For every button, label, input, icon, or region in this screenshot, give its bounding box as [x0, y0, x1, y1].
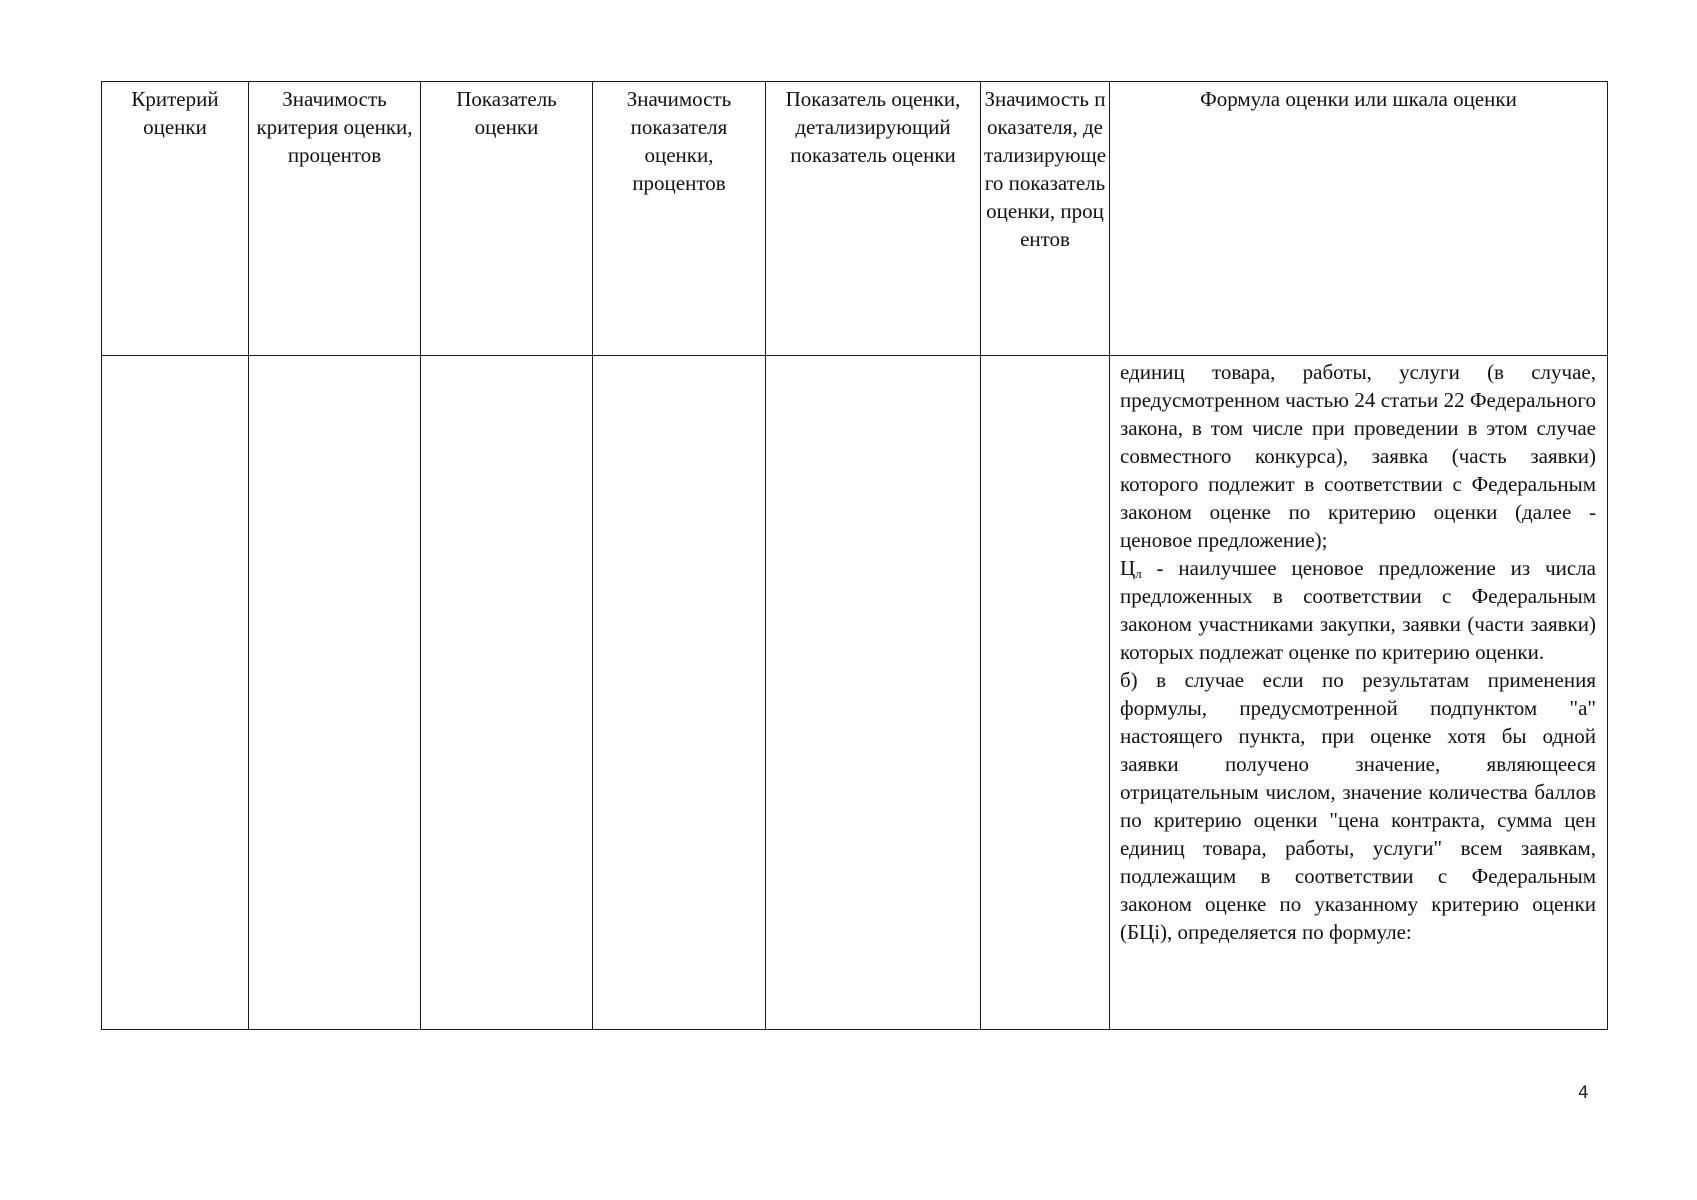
formula-paragraph-negative-case: б) в случае если по результатам применения формулы, предусмотренной подпунктом "а" настоящего пункта, при оценке хотя бы одной заявки получено значение, являющееся отрицательным числом, значение количества баллов по критерию оценки "цена контракта, сумма цен единиц товара, работы, услуги" всем заявкам, подлежащим в соответствии с Федеральным законом оценке по указанному критерию оценки (БЦi), определяется по формуле:	[1120, 668, 1596, 944]
header-indicator	[421, 82, 593, 356]
table-header-row	[102, 82, 1608, 356]
formula-paragraph-best-price	[1120, 554, 1596, 666]
header-detail-indicator-weight-label: Значимость показателя, детализирующего показатель оценки, процентов	[983, 87, 1107, 251]
header-indicator-weight-label: Значимость показателя оценки, процентов	[626, 87, 732, 195]
evaluation-criteria-table	[101, 81, 1608, 1030]
table-row	[102, 356, 1608, 1030]
cell-indicator-weight	[593, 356, 766, 1030]
header-criterion	[102, 82, 249, 356]
header-criterion-weight	[249, 82, 421, 356]
best-price-symbol: Ц	[1120, 556, 1136, 580]
header-criterion-label: Критерий оценки	[131, 87, 219, 139]
best-price-definition: - наилучшее ценовое предложение из числа предложенных в соответствии с Федеральным законом участниками закупки, заявки (части заявки) которых подлежат оценке по критерию оценки.	[1120, 556, 1596, 664]
best-price-symbol-subscript: л	[1135, 566, 1142, 581]
cell-criterion-weight	[249, 356, 421, 1030]
page-number: 4	[1578, 1083, 1589, 1103]
cell-detail-indicator-weight	[981, 356, 1110, 1030]
header-formula	[1110, 82, 1608, 356]
header-detail-indicator-label: Показатель оценки, детализирующий показатель оценки	[785, 87, 961, 167]
formula-paragraph-price-offer: единиц товара, работы, услуги (в случае, предусмотренном частью 24 статьи 22 Федерального закона, в том числе при проведении в этом случае совместного конкурса), заявка (часть заявки) которого подлежит в соответствии с Федеральным законом оценке по критерию оценки (далее - ценовое предложение);	[1120, 360, 1596, 552]
header-criterion-weight-label: Значимость критерия оценки, процентов	[256, 87, 413, 167]
header-detail-indicator	[766, 82, 981, 356]
header-formula-label: Формула оценки или шкала оценки	[1200, 87, 1517, 111]
header-detail-indicator-weight	[981, 82, 1110, 356]
cell-criterion	[102, 356, 249, 1030]
cell-detail-indicator	[766, 356, 981, 1030]
cell-formula	[1110, 356, 1608, 1030]
header-indicator-label: Показатель оценки	[456, 87, 557, 139]
header-indicator-weight	[593, 82, 766, 356]
cell-indicator	[421, 356, 593, 1030]
